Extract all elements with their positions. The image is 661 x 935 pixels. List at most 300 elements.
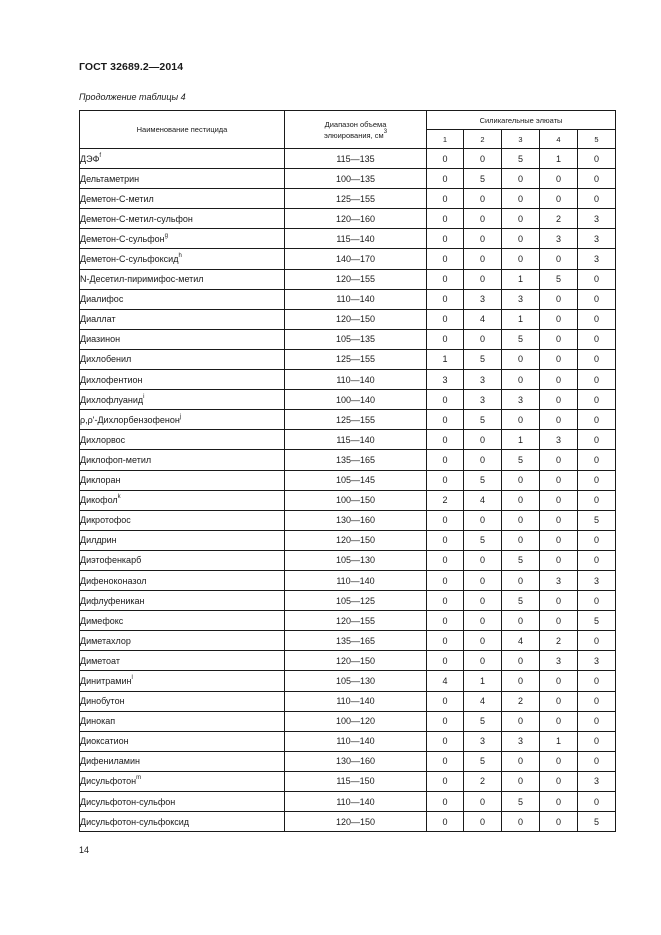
table-row [80,711,616,731]
table-row [80,490,616,510]
eluate-value-cell: 0 [578,751,616,771]
pesticide-name: Диоксатион [80,736,129,747]
eluate-value-cell: 0 [578,430,616,450]
elution-range-cell: 120—150 [285,651,427,671]
eluate-value-cell: 5 [464,349,502,369]
table-row [80,591,616,611]
pesticide-name-cell [80,329,285,349]
eluate-value-cell: 0 [540,591,578,611]
eluate-value-cell: 0 [540,309,578,329]
pesticide-name-cell [80,530,285,550]
pesticide-name-cell [80,209,285,229]
table-row [80,611,616,631]
eluate-value-cell: 1 [540,731,578,751]
eluate-value-cell: 0 [502,671,540,691]
table-row [80,470,616,490]
eluate-value-cell: 0 [427,269,464,289]
footnote-marker: k [117,494,121,501]
eluate-value-cell: 0 [540,671,578,691]
eluate-value-cell: 0 [540,510,578,530]
table-row [80,751,616,771]
table-row [80,671,616,691]
eluate-value-cell: 0 [427,550,464,570]
eluate-value-cell: 3 [578,209,616,229]
eluate-value-cell: 0 [540,711,578,731]
eluate-value-cell: 2 [540,631,578,651]
pesticide-eluate-table [79,110,616,832]
pesticide-name-cell [80,631,285,651]
pesticide-name: Димефокс [80,615,124,626]
pesticide-name: Деметон-С-сульфоксид [80,254,179,265]
eluate-value-cell: 4 [464,490,502,510]
eluate-value-cell: 0 [464,570,502,590]
table-row [80,209,616,229]
eluate-value-cell: 0 [427,209,464,229]
eluate-value-cell: 0 [578,189,616,209]
pesticide-name: Диметахлор [80,635,131,646]
pesticide-name-cell [80,289,285,309]
eluate-value-cell: 3 [502,731,540,751]
eluate-value-cell: 0 [578,470,616,490]
eluate-value-cell: 0 [502,651,540,671]
pesticide-name: Диазинон [80,334,121,345]
eluate-value-cell: 5 [578,812,616,832]
table-row [80,812,616,832]
eluate-value-cell: 0 [540,189,578,209]
eluate-value-cell: 0 [502,530,540,550]
eluate-value-cell: 0 [578,490,616,510]
eluate-value-cell: 2 [540,209,578,229]
table-row [80,229,616,249]
pesticide-name: Диметоат [80,655,120,666]
pesticide-name-cell [80,792,285,812]
eluate-value-cell: 0 [427,731,464,751]
eluate-value-cell: 1 [502,269,540,289]
eluate-value-cell: 0 [540,470,578,490]
eluate-value-cell: 3 [540,651,578,671]
header-pesticide-name: Наименование пестицида [80,111,285,149]
pesticide-name-cell [80,229,285,249]
eluate-value-cell: 0 [502,209,540,229]
table-row [80,189,616,209]
eluate-value-cell: 0 [464,149,502,169]
table-row [80,430,616,450]
eluate-value-cell: 3 [578,249,616,269]
eluate-value-cell: 0 [502,751,540,771]
eluate-value-cell: 0 [427,812,464,832]
eluate-value-cell: 5 [464,169,502,189]
pesticide-name-cell [80,771,285,791]
eluate-value-cell: 0 [540,691,578,711]
eluate-value-cell: 0 [464,329,502,349]
eluate-value-cell: 0 [540,370,578,390]
pesticide-name-cell [80,470,285,490]
eluate-value-cell: 5 [464,530,502,550]
eluate-value-cell: 3 [578,229,616,249]
eluate-value-cell: 0 [427,149,464,169]
eluate-value-cell: 0 [427,651,464,671]
eluate-value-cell: 0 [578,631,616,651]
elution-range-cell: 100—150 [285,490,427,510]
pesticide-name-cell [80,490,285,510]
eluate-value-cell: 3 [540,570,578,590]
pesticide-name: ДЭФ [80,153,100,164]
elution-range-cell: 125—155 [285,410,427,430]
eluate-value-cell: 0 [540,530,578,550]
pesticide-name: Деметон-С-метил [80,193,154,204]
elution-range-cell: 110—140 [285,691,427,711]
elution-range-cell: 125—155 [285,189,427,209]
eluate-value-cell: 0 [502,570,540,590]
pesticide-name-cell [80,430,285,450]
eluate-value-cell: 0 [578,671,616,691]
elution-range-cell: 120—160 [285,209,427,229]
eluate-value-cell: 0 [578,329,616,349]
table-row [80,410,616,430]
eluate-value-cell: 3 [540,430,578,450]
pesticide-name: Диалифос [80,294,124,305]
page-number: 14 [79,845,90,855]
eluate-value-cell: 0 [464,189,502,209]
eluate-value-cell: 0 [540,329,578,349]
eluate-value-cell: 0 [578,450,616,470]
eluate-value-cell: 0 [540,611,578,631]
eluate-value-cell: 5 [502,329,540,349]
eluate-value-cell: 0 [540,771,578,791]
eluate-value-cell: 0 [502,611,540,631]
elution-range-cell: 100—135 [285,169,427,189]
table-row [80,249,616,269]
pesticide-name: Дисульфотон-сульфоксид [80,816,190,827]
pesticide-name: Диаллат [80,314,116,325]
elution-range-cell: 115—150 [285,771,427,791]
eluate-value-cell: 0 [578,792,616,812]
table-row [80,510,616,530]
eluate-value-cell: 0 [427,711,464,731]
pesticide-name-cell [80,189,285,209]
elution-range-cell: 120—150 [285,309,427,329]
eluate-value-cell: 0 [578,269,616,289]
eluate-value-cell: 0 [540,812,578,832]
pesticide-name-cell [80,370,285,390]
eluate-value-cell: 3 [464,731,502,751]
eluate-value-cell: 1 [540,149,578,169]
eluate-value-cell: 0 [464,611,502,631]
elution-range-cell: 120—155 [285,611,427,631]
elution-range-cell: 120—155 [285,269,427,289]
eluate-value-cell: 4 [427,671,464,691]
eluate-value-cell: 0 [502,771,540,791]
table-row [80,631,616,651]
pesticide-name-cell [80,591,285,611]
header-eluate-number: 4 [540,130,578,149]
eluate-value-cell: 1 [502,309,540,329]
eluate-value-cell: 0 [578,309,616,329]
eluate-value-cell: 0 [464,269,502,289]
footnote-marker: l [131,674,133,681]
pesticide-name-cell [80,550,285,570]
eluate-value-cell: 5 [502,450,540,470]
pesticide-name: ρ,ρ'-Дихлорбензофенон [80,414,180,425]
table-row [80,450,616,470]
pesticide-name: N-Десетил-пиримифос-метил [80,274,204,285]
pesticide-name: Деметон-С-сульфон [80,233,165,244]
eluate-value-cell: 1 [427,349,464,369]
eluate-value-cell: 0 [427,249,464,269]
eluate-value-cell: 0 [578,410,616,430]
eluate-value-cell: 3 [540,229,578,249]
table-continuation-caption: Продолжение таблицы 4 [79,92,186,102]
elution-range-cell: 140—170 [285,249,427,269]
table-row [80,309,616,329]
pesticide-name: Дикротофос [80,515,131,526]
eluate-value-cell: 0 [427,329,464,349]
header-range-line2: элюирования, см [323,130,384,140]
pesticide-name: Диклоран [80,475,121,486]
pesticide-name: Дихлорвос [80,434,126,445]
eluate-value-cell: 0 [502,349,540,369]
pesticide-name-cell [80,249,285,269]
pesticide-name: Диэтофенкарб [80,555,142,566]
pesticide-name: Дисульфотон-сульфон [80,796,176,807]
pesticide-name: Дихлобенил [80,354,132,365]
eluate-value-cell: 0 [578,390,616,410]
eluate-value-cell: 0 [540,792,578,812]
eluate-value-cell: 0 [427,570,464,590]
eluate-value-cell: 4 [502,631,540,651]
eluate-value-cell: 0 [540,289,578,309]
pesticide-name-cell [80,570,285,590]
eluate-value-cell: 5 [502,792,540,812]
eluate-value-cell: 3 [578,771,616,791]
table-row [80,149,616,169]
eluate-value-cell: 0 [427,289,464,309]
eluate-value-cell: 0 [427,470,464,490]
eluate-value-cell: 0 [540,390,578,410]
pesticide-name-cell [80,390,285,410]
elution-range-cell: 110—140 [285,370,427,390]
eluate-value-cell: 0 [502,470,540,490]
elution-range-cell: 115—140 [285,430,427,450]
eluate-value-cell: 0 [464,450,502,470]
eluate-value-cell: 0 [540,349,578,369]
pesticide-name-cell [80,611,285,631]
footnote-marker: f [99,152,102,159]
pesticide-name: Дифеноконазол [80,575,147,586]
pesticide-name-cell [80,309,285,329]
table-row [80,691,616,711]
pesticide-name: Дельтаметрин [80,173,140,184]
eluate-value-cell: 0 [464,510,502,530]
eluate-value-cell: 2 [502,691,540,711]
elution-range-cell: 105—135 [285,329,427,349]
footnote-marker: h [178,253,182,260]
table-row [80,390,616,410]
elution-range-cell: 105—145 [285,470,427,490]
eluate-value-cell: 3 [502,390,540,410]
footnote-marker: i [143,393,145,400]
pesticide-name: Деметон-С-метил-сульфон [80,213,193,224]
elution-range-cell: 115—140 [285,229,427,249]
table-row [80,651,616,671]
pesticide-name-cell [80,169,285,189]
eluate-value-cell: 3 [578,651,616,671]
eluate-value-cell: 0 [540,169,578,189]
elution-range-cell: 110—140 [285,289,427,309]
pesticide-name: Дикофол [80,495,118,506]
eluate-value-cell: 0 [427,410,464,430]
eluate-value-cell: 3 [502,289,540,309]
pesticide-name-cell [80,812,285,832]
header-eluate-number: 2 [464,130,502,149]
eluate-value-cell: 0 [427,390,464,410]
header-range-unit-sup: 3 [383,128,388,135]
elution-range-cell: 110—140 [285,731,427,751]
elution-range-cell: 120—150 [285,812,427,832]
table-row [80,570,616,590]
pesticide-name: Дихлофентион [80,374,143,385]
eluate-value-cell: 0 [578,530,616,550]
header-eluate-number: 1 [427,130,464,149]
footnote-marker: j [179,413,182,420]
eluate-value-cell: 0 [502,711,540,731]
eluate-value-cell: 5 [578,611,616,631]
eluate-value-cell: 0 [427,309,464,329]
eluate-value-cell: 0 [427,229,464,249]
eluate-value-cell: 3 [464,289,502,309]
eluate-value-cell: 0 [578,731,616,751]
eluate-value-cell: 0 [502,229,540,249]
eluate-value-cell: 0 [427,611,464,631]
pesticide-name-cell [80,651,285,671]
eluate-value-cell: 0 [464,229,502,249]
elution-range-cell: 110—140 [285,570,427,590]
eluate-value-cell: 0 [464,792,502,812]
eluate-value-cell: 4 [464,309,502,329]
pesticide-name-cell [80,751,285,771]
eluate-value-cell: 0 [464,812,502,832]
eluate-value-cell: 4 [464,691,502,711]
eluate-value-cell: 5 [502,550,540,570]
eluate-value-cell: 0 [464,550,502,570]
eluate-value-cell: 0 [427,751,464,771]
header-range-line1: Диапазон объема [324,119,387,129]
pesticide-name: Динокап [80,716,116,727]
elution-range-cell: 105—130 [285,550,427,570]
eluate-value-cell: 0 [464,209,502,229]
eluate-value-cell: 0 [464,430,502,450]
pesticide-name: Дифлуфеникан [80,595,145,606]
eluate-value-cell: 0 [502,812,540,832]
eluate-value-cell: 0 [502,169,540,189]
document-header: ГОСТ 32689.2—2014 [79,61,184,73]
elution-range-cell: 100—140 [285,390,427,410]
eluate-value-cell: 3 [464,390,502,410]
elution-range-cell: 115—135 [285,149,427,169]
header-silica-eluates: Силикагельные элюаты [427,111,616,130]
header-eluate-number: 5 [578,130,616,149]
eluate-value-cell: 0 [578,591,616,611]
footnote-marker: g [164,232,168,239]
eluate-value-cell: 2 [464,771,502,791]
eluate-value-cell: 5 [464,410,502,430]
eluate-value-cell: 0 [540,751,578,771]
pesticide-name-cell [80,269,285,289]
pesticide-name-cell [80,510,285,530]
pesticide-name-cell [80,711,285,731]
eluate-value-cell: 0 [427,792,464,812]
eluate-value-cell: 0 [427,450,464,470]
eluate-value-cell: 5 [502,149,540,169]
elution-range-cell: 135—165 [285,450,427,470]
table-row [80,550,616,570]
pesticide-name: Дифениламин [80,756,140,767]
eluate-value-cell: 0 [540,450,578,470]
pesticide-name-cell [80,410,285,430]
table-row [80,792,616,812]
pesticide-name-cell [80,349,285,369]
elution-range-cell: 135—165 [285,631,427,651]
eluate-value-cell: 0 [578,149,616,169]
eluate-value-cell: 0 [578,169,616,189]
eluate-value-cell: 0 [502,490,540,510]
table-row [80,169,616,189]
eluate-value-cell: 0 [578,550,616,570]
eluate-value-cell: 0 [427,189,464,209]
pesticide-name-cell [80,450,285,470]
eluate-value-cell: 0 [540,550,578,570]
eluate-value-cell: 0 [427,169,464,189]
eluate-value-cell: 0 [578,691,616,711]
pesticide-name-cell [80,731,285,751]
table-row [80,329,616,349]
elution-range-cell: 110—140 [285,792,427,812]
eluate-value-cell: 0 [464,651,502,671]
eluate-value-cell: 0 [540,410,578,430]
pesticide-name: Дисульфотон [80,776,137,787]
elution-range-cell: 120—150 [285,530,427,550]
eluate-value-cell: 3 [464,370,502,390]
eluate-value-cell: 5 [540,269,578,289]
pesticide-name-cell [80,671,285,691]
eluate-value-cell: 0 [464,591,502,611]
eluate-value-cell: 0 [427,771,464,791]
table-row [80,731,616,751]
eluate-value-cell: 0 [427,631,464,651]
eluate-value-cell: 0 [464,249,502,269]
elution-range-cell: 130—160 [285,510,427,530]
eluate-value-cell: 0 [578,289,616,309]
pesticide-name: Дилдрин [80,535,117,546]
eluate-value-cell: 0 [502,410,540,430]
eluate-value-cell: 0 [540,249,578,269]
eluate-value-cell: 0 [540,490,578,510]
eluate-value-cell: 5 [578,510,616,530]
pesticide-name: Динобутон [80,696,125,707]
eluate-value-cell: 0 [578,370,616,390]
eluate-value-cell: 0 [464,631,502,651]
table-row [80,289,616,309]
eluate-value-cell: 5 [464,751,502,771]
eluate-value-cell: 1 [464,671,502,691]
eluate-value-cell: 0 [502,370,540,390]
eluate-value-cell: 0 [502,189,540,209]
table-row [80,349,616,369]
eluate-value-cell: 1 [502,430,540,450]
header-elution-range [285,111,427,149]
eluate-value-cell: 0 [427,510,464,530]
eluate-value-cell: 3 [578,570,616,590]
